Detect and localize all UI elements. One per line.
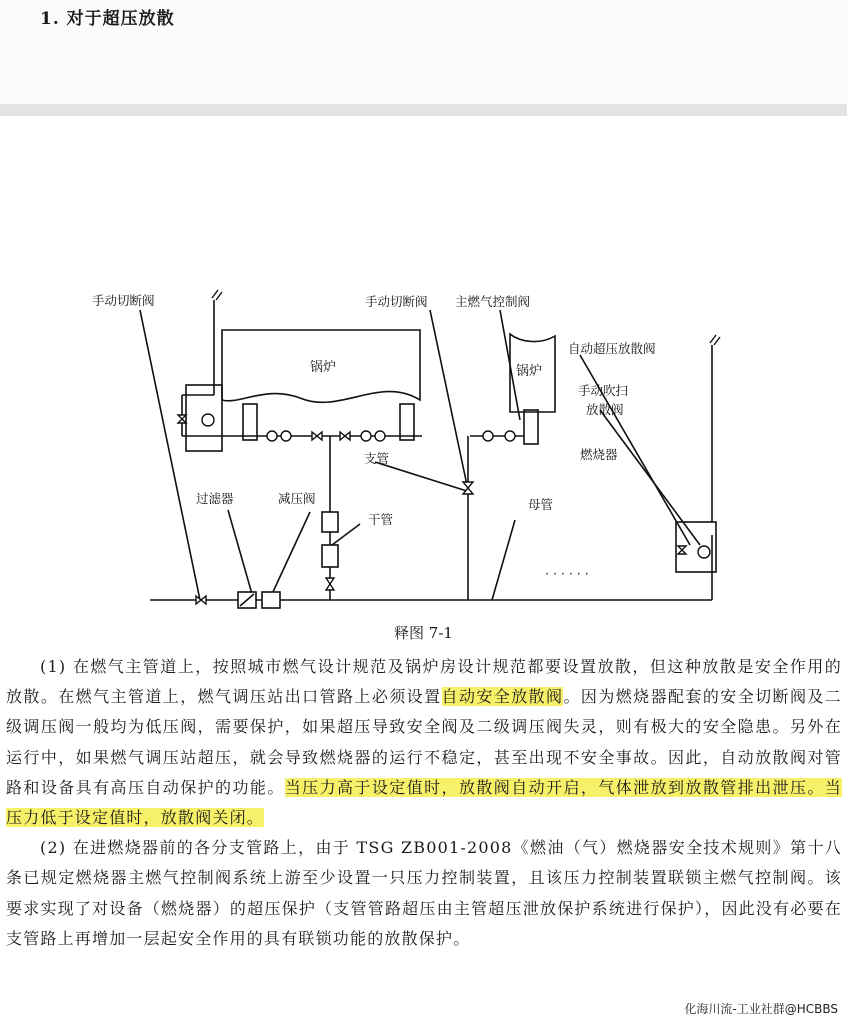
label-boiler-small: 锅炉 [516, 364, 543, 379]
label-main-gas-control: 主燃气控制阀 [455, 294, 531, 309]
small-burner-flange [524, 410, 538, 444]
section-heading: 1. 对于超压放散 [40, 9, 175, 29]
right-burner-flange [400, 404, 414, 440]
reducer-symbol [262, 592, 280, 608]
label-ellipsis: · · · · · · [545, 566, 589, 581]
paragraph-2: (2) 在进燃烧器前的各分支管路上，由于 TSG ZB001-2008《燃油（气）燃烧器安全技术规则》第十八条已规定燃烧器主燃气控制阀系统上游至少设置一只压力控制装置，且该压力控制装置联锁主燃气控制阀。该要求实现了对设备（燃烧器）的超压保护（支管管路超压由主管超压泄放保护系统进行保护），因此没有必要在支管路上再增加一层起安全作用的具有联锁功能的放散保护。 [6, 838, 842, 948]
label-header-pipe: 母管 [528, 497, 554, 512]
label-branch-pipe: 支管 [364, 451, 390, 466]
left-burner-flange [243, 404, 257, 440]
header-leader [492, 520, 515, 600]
label-manual-purge-1: 手动吹扫 [578, 383, 629, 398]
label-manual-purge-2: 放散阀 [586, 402, 624, 417]
label-manual-cutoff-mid: 手动切断阀 [365, 294, 428, 309]
label-burner: 燃烧器 [580, 447, 618, 462]
highlight-auto-relief: 自动安全放散阀 [441, 687, 564, 707]
label-boiler-main: 锅炉 [310, 360, 337, 375]
gas-piping-diagram [0, 270, 847, 622]
label-filter: 过滤器 [196, 491, 234, 506]
body-text [6, 652, 842, 954]
label-manual-cutoff-left: 手动切断阀 [92, 293, 155, 308]
label-pressure-reducer: 减压阀 [278, 491, 316, 506]
label-auto-relief-valve: 自动超压放散阀 [568, 341, 656, 356]
figure-caption: 释图 7-1 [394, 624, 453, 642]
branch-valve [463, 482, 473, 494]
header-valve [196, 596, 206, 604]
watermark: 化海川流-工业社群@HCBBS [681, 999, 841, 1018]
top-divider [0, 104, 847, 116]
highlight-pressure-behavior: 当压力高于设定值时，放散阀自动开启，气体泄放到放散管排出泄压。当压力低于设定值时，放散阀关闭。 [6, 777, 843, 828]
label-trunk-pipe: 干管 [368, 512, 394, 527]
paragraph-1: (1) 在燃气主管道上，按照城市燃气设计规范及锅炉房设计规范都要设置放散，但这种放散是安全作用的放散。在燃气主管道上，燃气调压站出口管路上必须设置自动安全放散阀。因为燃烧器配套的安全切断阀及二级调压阀一般均为低压阀，需要保护，如果超压导致安全阀及二级调压阀失灵，则有极大的安全隐患。另外在运行中，如果燃气调压站超压，就会导致燃烧器的运行不稳定，甚至出现不安全事故。因此，自动放散阀对管路和设备具有高压自动保护的功能。当压力高于设定值时，放散阀自动开启，气体泄放到放散管排出泄压。当压力低于设定值时，放散阀关闭。 [6, 657, 843, 828]
